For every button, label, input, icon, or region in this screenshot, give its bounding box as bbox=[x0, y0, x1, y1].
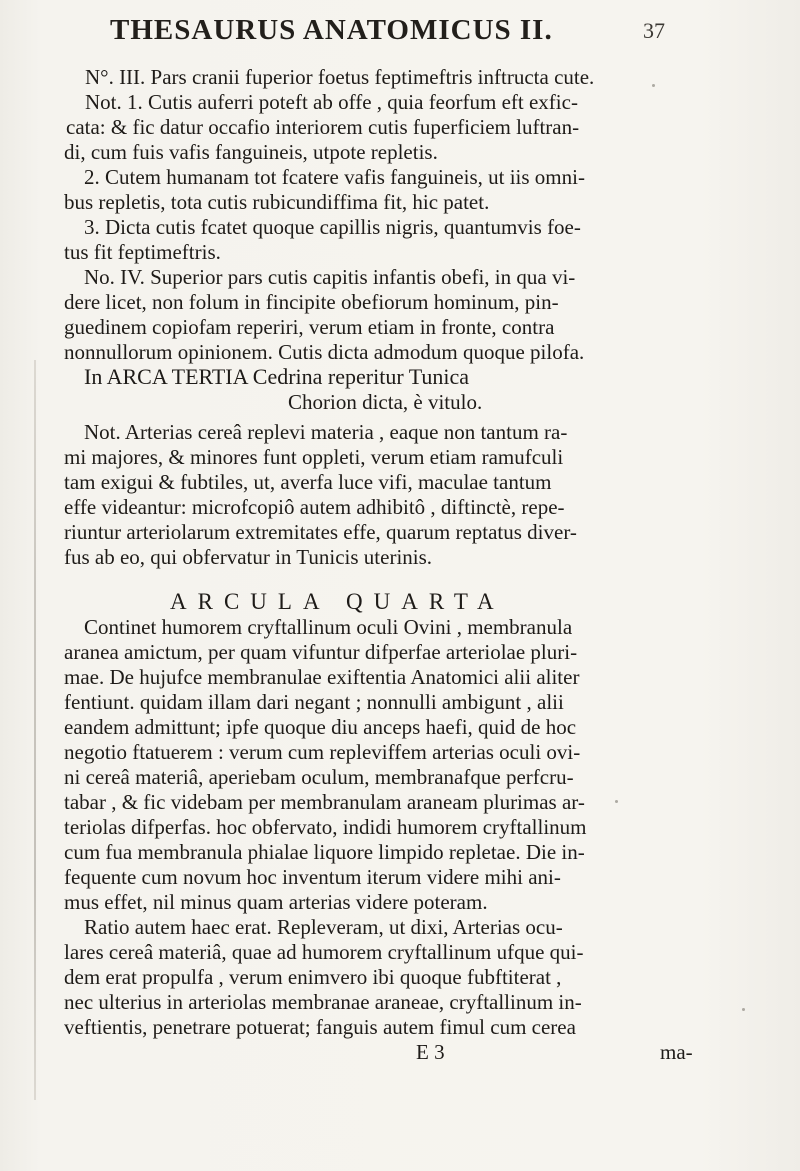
page-number: 37 bbox=[643, 18, 665, 43]
text-line: fequente cum novum hoc inventum iterum videre mihi ani- bbox=[64, 865, 561, 889]
text-line: di, cum fuis vafis fanguineis, utpote repletis. bbox=[64, 140, 438, 164]
text-line: fentiunt. quidam illam dari negant ; nonnulli ambigunt , alii bbox=[64, 690, 564, 714]
text-line: mus effet, nil minus quam arterias videre poteram. bbox=[64, 890, 488, 914]
text-line: aranea amictum, per quam vifuntur difperfae arteriolae pluri- bbox=[64, 640, 578, 664]
text-line: Not. Arterias cereâ replevi materia , eaque non tantum ra- bbox=[84, 420, 568, 444]
text-line: guedinem copiofam reperiri, verum etiam in fronte, contra bbox=[64, 315, 555, 339]
text-line: Continet humorem cryftallinum oculi Ovini , membranula bbox=[84, 615, 573, 639]
text-line: mae. De hujufce membranulae exiftentia Anatomici alii aliter bbox=[64, 665, 580, 689]
text-line: nec ulterius in arteriolas membranae araneae, cryftallinum in- bbox=[64, 990, 582, 1014]
page-header bbox=[110, 14, 670, 58]
text-line: effe videantur: microfcopiô autem adhibitô , diftinctè, repe- bbox=[64, 495, 565, 519]
text-line: eandem admittunt; ipfe quoque diu anceps haefi, quid de hoc bbox=[64, 715, 577, 739]
text-line: ni cereâ materiâ, aperiebam oculum, membranafque perfcru- bbox=[64, 765, 574, 789]
text-line: Ratio autem haec erat. Repleveram, ut dixi, Arterias ocu- bbox=[84, 915, 563, 939]
text-line: nonnullorum opinionem. Cutis dicta admodum quoque pilofa. bbox=[64, 340, 585, 364]
running-head: THESAURUS ANATOMICUS II. bbox=[110, 14, 553, 46]
text-line: cata: & fic datur occafio interiorem cutis fuperficiem luftran- bbox=[66, 115, 580, 139]
text-line: cum fua membranula phialae liquore limpido repletae. Die in- bbox=[64, 840, 585, 864]
section-heading: ARCULA QUARTA bbox=[170, 589, 505, 614]
paper-speck bbox=[615, 800, 618, 803]
text-line: mi majores, & minores funt oppleti, verum etiam ramufculi bbox=[64, 445, 564, 469]
paper-speck bbox=[742, 1008, 745, 1011]
text-line: tam exigui & fubtiles, ut, averfa luce vifi, maculae tantum bbox=[64, 470, 552, 494]
text-line: N°. III. Pars cranii fuperior foetus feptimeftris inftructa cute. bbox=[85, 65, 595, 89]
text-line: In ARCA TERTIA Cedrina reperitur Tunica bbox=[84, 364, 470, 389]
paper-speck bbox=[652, 84, 655, 87]
text-line: negotio ftatuerem : verum cum repleviffem arterias oculi ovi- bbox=[64, 740, 581, 764]
text-line: Chorion dicta, è vitulo. bbox=[288, 390, 483, 414]
text-line: dere licet, non folum in fincipite obefiorum hominum, pin- bbox=[64, 290, 559, 314]
text-line: tus fit feptimeftris. bbox=[64, 240, 221, 264]
text-line: Not. 1. Cutis auferri poteft ab offe , quia feorfum eft exfic- bbox=[85, 90, 578, 114]
text-line: teriolas difperfas. hoc obfervato, indidi humorem cryftallinum bbox=[64, 815, 587, 839]
text-line: 2. Cutem humanam tot fcatere vafis fanguineis, ut iis omni- bbox=[84, 165, 585, 189]
text-line: tabar , & fic videbam per membranulam araneam plurimas ar- bbox=[64, 790, 585, 814]
text-line: veftientis, penetrare potuerat; fanguis autem fimul cum cerea bbox=[64, 1015, 576, 1039]
text-line: bus repletis, tota cutis rubicundiffima fit, hic patet. bbox=[64, 190, 490, 214]
signature-mark: E 3 bbox=[416, 1040, 445, 1064]
text-line: dem erat propulfa , verum enimvero ibi quoque fubftiterat , bbox=[64, 965, 562, 989]
text-line: fus ab eo, qui obfervatur in Tunicis uterinis. bbox=[64, 545, 433, 569]
text-line: No. IV. Superior pars cutis capitis infantis obefi, in qua vi- bbox=[84, 265, 576, 289]
catchword: ma- bbox=[660, 1040, 693, 1064]
text-line: 3. Dicta cutis fcatet quoque capillis nigris, quantumvis foe- bbox=[84, 215, 581, 239]
text-line: lares cereâ materiâ, quae ad humorem cryftallinum ufque qui- bbox=[64, 940, 584, 964]
binding-shadow bbox=[34, 360, 36, 1100]
text-line: riuntur arteriolarum extremitates effe, quarum reptatus diver- bbox=[64, 520, 577, 544]
